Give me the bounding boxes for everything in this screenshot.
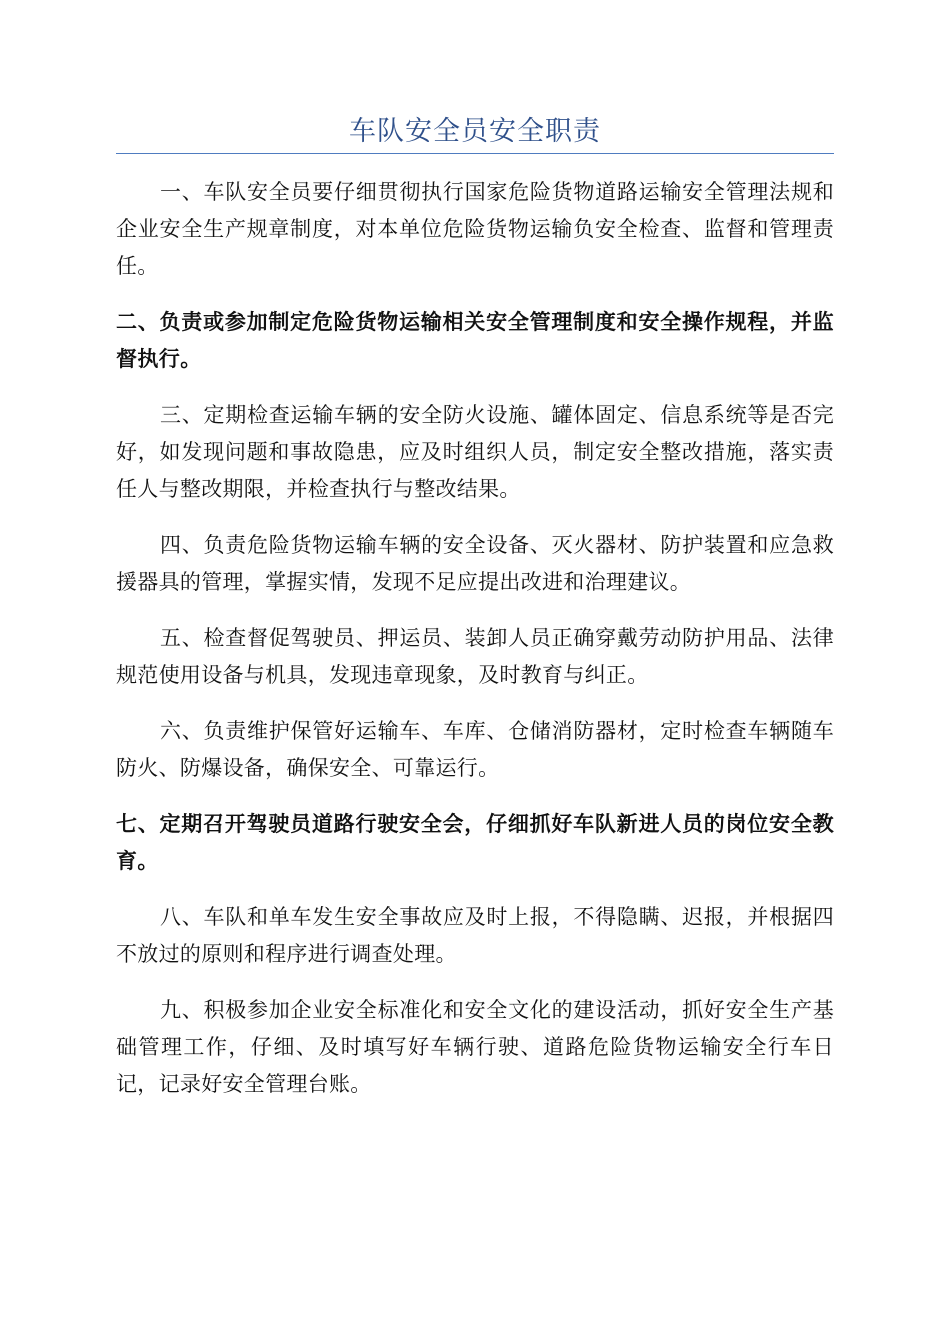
paragraph-9: 九、积极参加企业安全标准化和安全文化的建设活动，抓好安全生产基础管理工作，仔细、及时填写好车辆行驶、道路危险货物运输安全行车日记，记录好安全管理台账。: [116, 998, 834, 1096]
paragraph-2: 二、负责或参加制定危险货物运输相关安全管理制度和安全操作规程，并监督执行。: [116, 310, 834, 371]
document-body: [116, 174, 834, 1122]
paragraph-8: 八、车队和单车发生安全事故应及时上报，不得隐瞒、迟报，并根据四不放过的原则和程序进行调查处理。: [116, 905, 834, 966]
title-underline: [116, 153, 834, 154]
paragraph-5: 五、检查督促驾驶员、押运员、装卸人员正确穿戴劳动防护用品、法律规范使用设备与机具，发现违章现象，及时教育与纠正。: [116, 626, 834, 687]
document-title: 车队安全员安全职责: [349, 116, 601, 147]
paragraph-1: 一、车队安全员要仔细贯彻执行国家危险货物道路运输安全管理法规和企业安全生产规章制度，对本单位危险货物运输负安全检查、监督和管理责任。: [116, 180, 834, 278]
paragraph-4: 四、负责危险货物运输车辆的安全设备、灭火器材、防护装置和应急救援器具的管理，掌握实情，发现不足应提出改进和治理建议。: [116, 533, 834, 594]
paragraph-7: 七、定期召开驾驶员道路行驶安全会，仔细抓好车队新进人员的岗位安全教育。: [116, 812, 834, 873]
paragraph-3: 三、定期检查运输车辆的安全防火设施、罐体固定、信息系统等是否完好，如发现问题和事故隐患，应及时组织人员，制定安全整改措施，落实责任人与整改期限，并检查执行与整改结果。: [116, 403, 834, 501]
paragraph-6: 六、负责维护保管好运输车、车库、仓储消防器材，定时检查车辆随车防火、防爆设备，确保安全、可靠运行。: [116, 719, 834, 780]
